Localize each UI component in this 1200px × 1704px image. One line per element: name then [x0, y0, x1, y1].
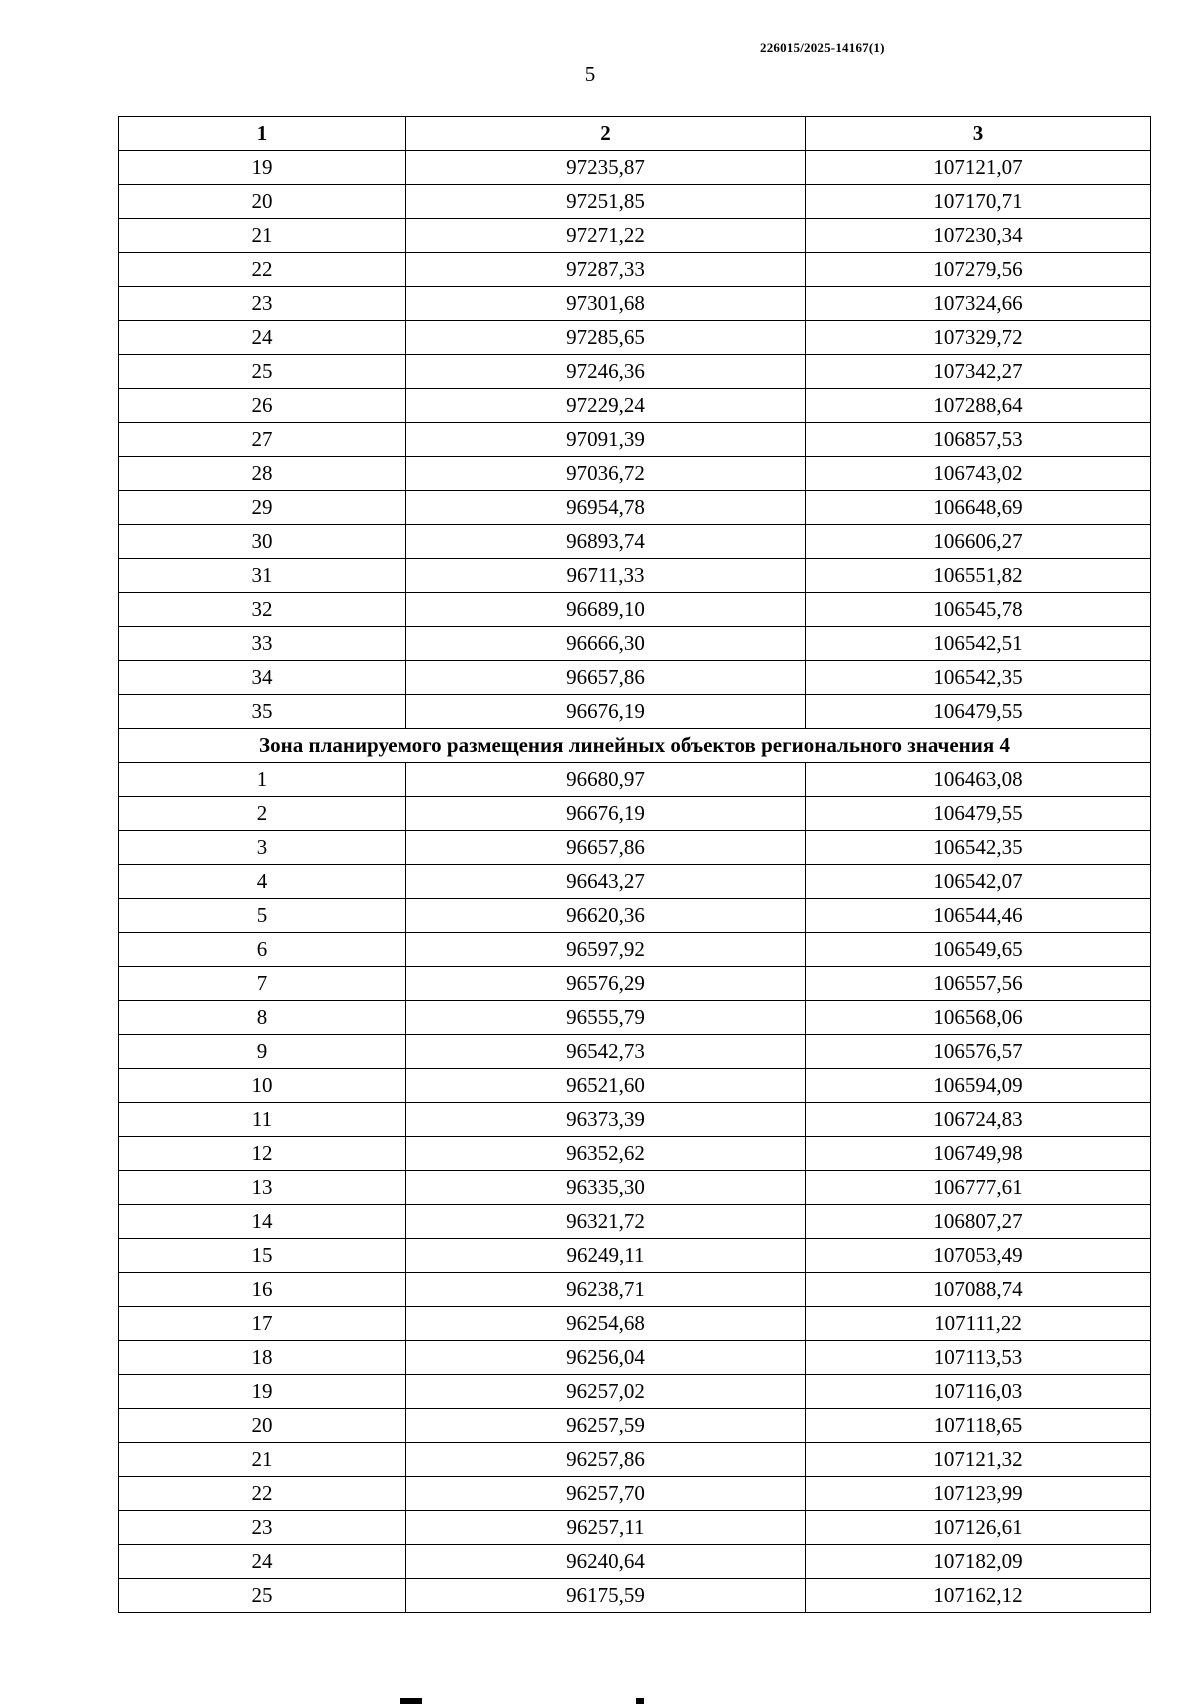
y-coordinate-cell: 107288,64: [806, 389, 1151, 423]
y-coordinate-cell: 107111,22: [806, 1307, 1151, 1341]
table-row: [119, 1341, 1151, 1375]
x-coordinate-cell: 97246,36: [406, 355, 806, 389]
x-coordinate-cell: 96321,72: [406, 1205, 806, 1239]
y-coordinate-cell: 106479,55: [806, 695, 1151, 729]
x-coordinate-cell: 96689,10: [406, 593, 806, 627]
column-header-3: 3: [806, 117, 1151, 151]
y-coordinate-cell: 106551,82: [806, 559, 1151, 593]
y-coordinate-cell: 107113,53: [806, 1341, 1151, 1375]
point-number-cell: 24: [119, 321, 406, 355]
zone-title-row: [119, 729, 1151, 763]
point-number-cell: 22: [119, 1477, 406, 1511]
table-row: [119, 355, 1151, 389]
y-coordinate-cell: 106542,07: [806, 865, 1151, 899]
y-coordinate-cell: 107230,34: [806, 219, 1151, 253]
x-coordinate-cell: 97285,65: [406, 321, 806, 355]
table-row: [119, 287, 1151, 321]
table-row: [119, 1205, 1151, 1239]
point-number-cell: 30: [119, 525, 406, 559]
table-row: [119, 185, 1151, 219]
table-row: [119, 1273, 1151, 1307]
point-number-cell: 12: [119, 1137, 406, 1171]
point-number-cell: 4: [119, 865, 406, 899]
table-row: [119, 695, 1151, 729]
x-coordinate-cell: 96711,33: [406, 559, 806, 593]
point-number-cell: 21: [119, 1443, 406, 1477]
coordinates-table: [118, 116, 1151, 1613]
table-header-row: [119, 117, 1151, 151]
point-number-cell: 28: [119, 457, 406, 491]
table-row: [119, 1375, 1151, 1409]
x-coordinate-cell: 96254,68: [406, 1307, 806, 1341]
x-coordinate-cell: 97229,24: [406, 389, 806, 423]
x-coordinate-cell: 96335,30: [406, 1171, 806, 1205]
point-number-cell: 6: [119, 933, 406, 967]
point-number-cell: 19: [119, 1375, 406, 1409]
x-coordinate-cell: 96676,19: [406, 695, 806, 729]
point-number-cell: 22: [119, 253, 406, 287]
point-number-cell: 3: [119, 831, 406, 865]
x-coordinate-cell: 96542,73: [406, 1035, 806, 1069]
x-coordinate-cell: 96257,59: [406, 1409, 806, 1443]
y-coordinate-cell: 107182,09: [806, 1545, 1151, 1579]
point-number-cell: 1: [119, 763, 406, 797]
y-coordinate-cell: 106724,83: [806, 1103, 1151, 1137]
y-coordinate-cell: 106545,78: [806, 593, 1151, 627]
cut-off-footer-text: [400, 1688, 880, 1704]
x-coordinate-cell: 97036,72: [406, 457, 806, 491]
y-coordinate-cell: 106479,55: [806, 797, 1151, 831]
y-coordinate-cell: 106777,61: [806, 1171, 1151, 1205]
point-number-cell: 34: [119, 661, 406, 695]
point-number-cell: 11: [119, 1103, 406, 1137]
point-number-cell: 16: [119, 1273, 406, 1307]
table-row: [119, 253, 1151, 287]
table-row: [119, 491, 1151, 525]
point-number-cell: 14: [119, 1205, 406, 1239]
y-coordinate-cell: 106557,56: [806, 967, 1151, 1001]
table-row: [119, 1035, 1151, 1069]
point-number-cell: 33: [119, 627, 406, 661]
y-coordinate-cell: 106743,02: [806, 457, 1151, 491]
y-coordinate-cell: 107121,07: [806, 151, 1151, 185]
table-row: [119, 1001, 1151, 1035]
table-row: [119, 525, 1151, 559]
y-coordinate-cell: 106594,09: [806, 1069, 1151, 1103]
y-coordinate-cell: 107116,03: [806, 1375, 1151, 1409]
x-coordinate-cell: 96257,11: [406, 1511, 806, 1545]
table-row: [119, 1171, 1151, 1205]
point-number-cell: 8: [119, 1001, 406, 1035]
table-row: [119, 797, 1151, 831]
x-coordinate-cell: 96256,04: [406, 1341, 806, 1375]
point-number-cell: 18: [119, 1341, 406, 1375]
x-coordinate-cell: 96643,27: [406, 865, 806, 899]
y-coordinate-cell: 107126,61: [806, 1511, 1151, 1545]
table-row: [119, 593, 1151, 627]
x-coordinate-cell: 96893,74: [406, 525, 806, 559]
x-coordinate-cell: 96576,29: [406, 967, 806, 1001]
point-number-cell: 10: [119, 1069, 406, 1103]
x-coordinate-cell: 96240,64: [406, 1545, 806, 1579]
y-coordinate-cell: 106542,51: [806, 627, 1151, 661]
zone-title: Зона планируемого размещения линейных объектов регионального значения 4: [119, 729, 1151, 763]
y-coordinate-cell: 107279,56: [806, 253, 1151, 287]
point-number-cell: 13: [119, 1171, 406, 1205]
y-coordinate-cell: 107162,12: [806, 1579, 1151, 1613]
table-row: [119, 321, 1151, 355]
x-coordinate-cell: 96249,11: [406, 1239, 806, 1273]
x-coordinate-cell: 96597,92: [406, 933, 806, 967]
table-row: [119, 219, 1151, 253]
y-coordinate-cell: 107342,27: [806, 355, 1151, 389]
point-number-cell: 21: [119, 219, 406, 253]
point-number-cell: 23: [119, 1511, 406, 1545]
y-coordinate-cell: 106542,35: [806, 831, 1151, 865]
table-row: [119, 763, 1151, 797]
table-row: [119, 559, 1151, 593]
point-number-cell: 32: [119, 593, 406, 627]
x-coordinate-cell: 97235,87: [406, 151, 806, 185]
x-coordinate-cell: 96666,30: [406, 627, 806, 661]
table-row: [119, 1477, 1151, 1511]
table-row: [119, 1511, 1151, 1545]
y-coordinate-cell: 107053,49: [806, 1239, 1151, 1273]
x-coordinate-cell: 96657,86: [406, 831, 806, 865]
table-row: [119, 457, 1151, 491]
y-coordinate-cell: 107118,65: [806, 1409, 1151, 1443]
x-coordinate-cell: 96373,39: [406, 1103, 806, 1137]
point-number-cell: 5: [119, 899, 406, 933]
x-coordinate-cell: 96954,78: [406, 491, 806, 525]
table-row: [119, 627, 1151, 661]
point-number-cell: 31: [119, 559, 406, 593]
x-coordinate-cell: 96676,19: [406, 797, 806, 831]
y-coordinate-cell: 106606,27: [806, 525, 1151, 559]
x-coordinate-cell: 96257,70: [406, 1477, 806, 1511]
point-number-cell: 7: [119, 967, 406, 1001]
table-row: [119, 661, 1151, 695]
point-number-cell: 27: [119, 423, 406, 457]
table-row: [119, 1579, 1151, 1613]
table-row: [119, 967, 1151, 1001]
x-coordinate-cell: 97287,33: [406, 253, 806, 287]
y-coordinate-cell: 107329,72: [806, 321, 1151, 355]
point-number-cell: 15: [119, 1239, 406, 1273]
table-row: [119, 1443, 1151, 1477]
x-coordinate-cell: 97251,85: [406, 185, 806, 219]
y-coordinate-cell: 106749,98: [806, 1137, 1151, 1171]
y-coordinate-cell: 107123,99: [806, 1477, 1151, 1511]
table-row: [119, 1239, 1151, 1273]
x-coordinate-cell: 96175,59: [406, 1579, 806, 1613]
x-coordinate-cell: 96680,97: [406, 763, 806, 797]
point-number-cell: 25: [119, 355, 406, 389]
y-coordinate-cell: 106807,27: [806, 1205, 1151, 1239]
point-number-cell: 20: [119, 185, 406, 219]
document-number: 226015/2025-14167(1): [760, 40, 885, 55]
table-row: [119, 1137, 1151, 1171]
point-number-cell: 23: [119, 287, 406, 321]
point-number-cell: 26: [119, 389, 406, 423]
x-coordinate-cell: 96620,36: [406, 899, 806, 933]
y-coordinate-cell: 106544,46: [806, 899, 1151, 933]
table-row: [119, 151, 1151, 185]
y-coordinate-cell: 106549,65: [806, 933, 1151, 967]
x-coordinate-cell: 96555,79: [406, 1001, 806, 1035]
y-coordinate-cell: 106542,35: [806, 661, 1151, 695]
y-coordinate-cell: 107170,71: [806, 185, 1151, 219]
y-coordinate-cell: 107121,32: [806, 1443, 1151, 1477]
point-number-cell: 2: [119, 797, 406, 831]
table-row: [119, 831, 1151, 865]
point-number-cell: 25: [119, 1579, 406, 1613]
y-coordinate-cell: 107088,74: [806, 1273, 1151, 1307]
x-coordinate-cell: 96352,62: [406, 1137, 806, 1171]
table-row: [119, 899, 1151, 933]
column-header-2: 2: [406, 117, 806, 151]
table-row: [119, 865, 1151, 899]
point-number-cell: 17: [119, 1307, 406, 1341]
y-coordinate-cell: 106568,06: [806, 1001, 1151, 1035]
point-number-cell: 19: [119, 151, 406, 185]
x-coordinate-cell: 96238,71: [406, 1273, 806, 1307]
table-row: [119, 423, 1151, 457]
table-row: [119, 1545, 1151, 1579]
point-number-cell: 20: [119, 1409, 406, 1443]
x-coordinate-cell: 96257,02: [406, 1375, 806, 1409]
x-coordinate-cell: 96521,60: [406, 1069, 806, 1103]
y-coordinate-cell: 106648,69: [806, 491, 1151, 525]
table-body: [119, 151, 1151, 1613]
y-coordinate-cell: 106576,57: [806, 1035, 1151, 1069]
column-header-1: 1: [119, 117, 406, 151]
x-coordinate-cell: 96257,86: [406, 1443, 806, 1477]
y-coordinate-cell: 106463,08: [806, 763, 1151, 797]
table-row: [119, 1409, 1151, 1443]
table-row: [119, 1103, 1151, 1137]
point-number-cell: 9: [119, 1035, 406, 1069]
x-coordinate-cell: 97301,68: [406, 287, 806, 321]
page-number: 5: [584, 62, 596, 86]
point-number-cell: 35: [119, 695, 406, 729]
x-coordinate-cell: 97091,39: [406, 423, 806, 457]
table-row: [119, 389, 1151, 423]
point-number-cell: 24: [119, 1545, 406, 1579]
table-row: [119, 1069, 1151, 1103]
table-row: [119, 933, 1151, 967]
point-number-cell: 29: [119, 491, 406, 525]
y-coordinate-cell: 107324,66: [806, 287, 1151, 321]
x-coordinate-cell: 97271,22: [406, 219, 806, 253]
table-row: [119, 1307, 1151, 1341]
y-coordinate-cell: 106857,53: [806, 423, 1151, 457]
x-coordinate-cell: 96657,86: [406, 661, 806, 695]
